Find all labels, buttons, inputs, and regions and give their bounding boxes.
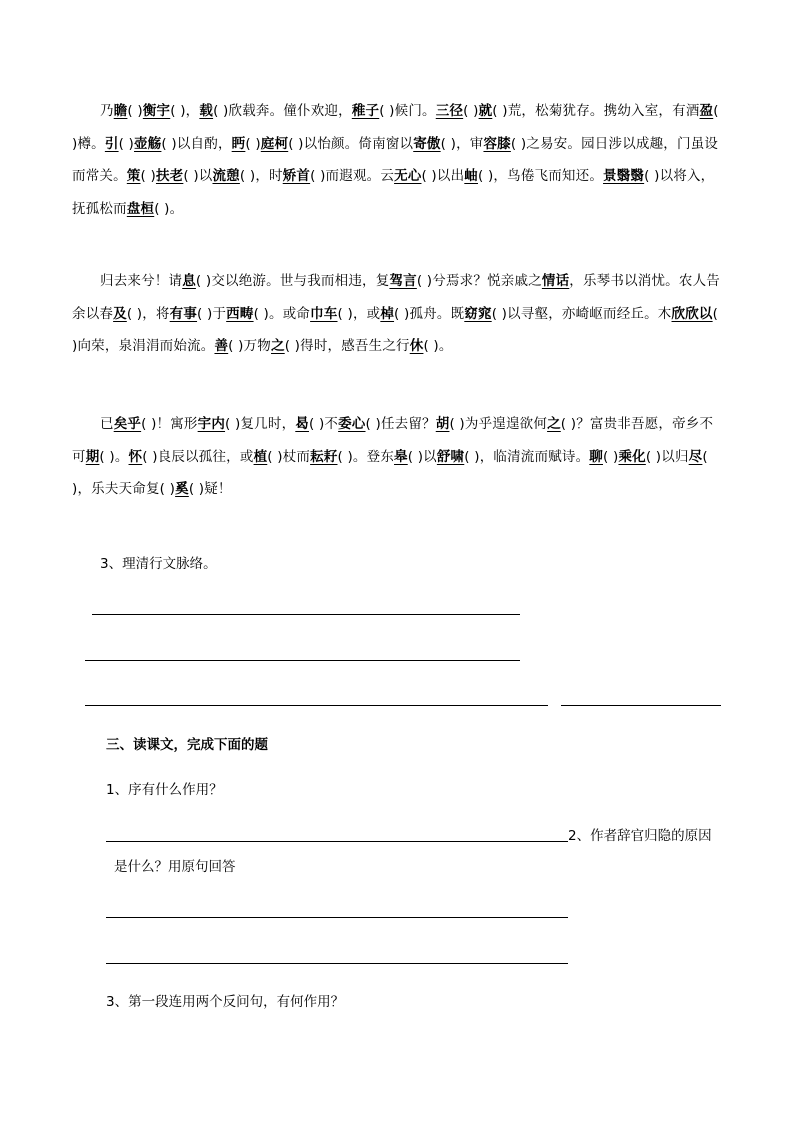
passage-text: ( )杖而 [267,448,311,465]
passage-text: ( )于 [197,305,227,322]
highlighted-term: 皋 [394,448,408,465]
passage-text: ( )，将 [126,305,170,322]
highlighted-term: 无心 [394,168,422,184]
highlighted-term: 眄 [231,135,246,152]
passage-text: ( )，乐夫天命复 [72,448,708,497]
passage-text: ( )。 [99,448,129,465]
passage-text: ( )复几时， [225,416,296,432]
answer-line [106,963,568,964]
passage-text: ( ) [159,481,176,497]
highlighted-term: 善 [214,338,229,354]
passage-text: ( ) [140,168,156,184]
question-2-continued: 是什么？用原句回答 [114,859,236,875]
highlighted-term: 矫首 [282,168,311,184]
paragraph-2 [72,265,722,363]
highlighted-term: 及 [113,305,127,322]
highlighted-term: 三径 [435,103,464,119]
outline-question: 3、理清行文脉络。 [100,556,217,572]
highlighted-term: 扶老 [155,168,184,184]
highlighted-term: 曷 [295,416,309,432]
passage-text: ( )以怡颜。倚南窗以 [288,135,414,152]
question-3: 3、第一段连用两个反问句，有何作用？ [106,994,345,1010]
passage-text: ( )，审 [440,135,484,152]
paragraph-1 [72,95,722,225]
highlighted-term: 衡宇 [142,103,171,119]
highlighted-term: 景翳翳 [603,168,645,184]
highlighted-term: 容膝 [483,135,511,152]
passage-text: ( )得时，感吾生之行 [284,338,410,354]
highlighted-term: 矣乎 [113,416,142,432]
highlighted-term: 巾车 [310,305,338,322]
passage-text: ( )欣载奔。僮仆欢迎， [213,103,352,119]
passage-text: ( )之易安。园日涉以成趣，门虽设而常关。 [72,135,719,184]
paragraph-3 [72,408,722,506]
highlighted-term: 期 [85,448,100,465]
passage-text: ( )， [170,103,200,119]
passage-text: 归去来兮！请 [100,273,183,289]
highlighted-term: 有事 [169,305,198,322]
passage-text: ( )！寓形 [141,416,198,432]
section-heading: 三、读课文，完成下面的题 [106,737,268,753]
highlighted-term: 棹 [380,305,395,322]
passage-text: ( )而遐观。云 [310,168,395,184]
passage-text: ( )万物 [228,338,271,354]
answer-line [561,705,721,706]
highlighted-term: 奚 [175,481,189,497]
passage-text: ( ) [463,103,479,119]
passage-text: ( )樽。 [72,103,719,152]
answer-line [85,705,548,706]
highlighted-term: 舒啸 [436,448,465,465]
highlighted-term: 聊 [589,448,603,465]
passage-text: ( )以 [407,448,437,465]
answer-line [92,614,520,615]
passage-text: 已 [100,416,114,432]
highlighted-term: 寄傲 [413,135,441,152]
highlighted-term: 乘化 [618,448,646,465]
highlighted-term: 之 [271,338,285,354]
highlighted-term: 策 [126,168,141,184]
highlighted-term: 尽 [688,448,703,465]
highlighted-term: 盈 [699,103,714,119]
passage-text: ( )，时 [239,168,283,184]
answer-line [106,917,568,918]
passage-text: ( )。 [423,338,453,354]
highlighted-term: 西畴 [226,305,254,322]
highlighted-term: 耘耔 [310,448,338,465]
highlighted-term: 窈窕 [464,305,492,322]
highlighted-term: 息 [182,273,196,289]
passage-text: ( )？富贵非吾愿，帝乡不可 [72,416,714,465]
passage-text: ( )候门。 [379,103,436,119]
passage-text: ( )以自酌， [161,135,232,152]
passage-text: 乃 [100,103,114,119]
highlighted-term: 稚子 [351,103,380,119]
highlighted-term: 之 [547,416,561,432]
passage-text: ( )交以绝游。世与我而相违，复 [195,273,390,289]
passage-text: ( )疑！ [188,481,232,497]
passage-text: ( )向荣，泉涓涓而始流。 [72,305,719,354]
passage-text: ( )以将入，抚孤松而 [72,168,715,217]
passage-text: ( )荒，松菊犹存。携幼入室，有酒 [492,103,700,119]
highlighted-term: 瞻 [113,103,128,119]
passage-text: ( )孤舟。既 [394,305,465,322]
passage-text: ( )兮焉求？悦亲戚之 [416,273,542,289]
passage-text: ( ) [118,135,135,152]
passage-text: ( )。或命 [253,305,311,322]
highlighted-term: 休 [409,338,424,354]
highlighted-term: 就 [478,103,493,119]
passage-text: ( )，或 [337,305,381,322]
highlighted-term: 岫 [464,168,478,184]
highlighted-term: 载 [199,103,214,119]
answer-line [85,660,520,661]
passage-text: ( )以归 [645,448,689,465]
answer-line [106,841,568,842]
highlighted-term: 情话 [541,273,570,289]
passage-text: ( )以寻壑，亦崎岖而经丘。木 [491,305,672,322]
passage-text: ( )。 [154,200,184,217]
passage-text: ( )以 [183,168,213,184]
passage-text: ( ) [245,135,261,152]
passage-text: ，乐琴书以消忧。农人告余以春 [72,273,720,322]
passage-text: ( )，临清流而赋诗。 [464,448,590,465]
highlighted-term: 壶觞 [134,135,162,152]
highlighted-term: 胡 [435,416,450,432]
passage-text: ( )为乎遑遑欲何 [449,416,548,432]
passage-text: ( ) [127,103,143,119]
highlighted-term: 宇内 [197,416,226,432]
question-2: 2、作者辞官归隐的原因 [568,828,712,844]
highlighted-term: 怀 [128,448,143,465]
highlighted-term: 欣欣以 [671,305,713,322]
highlighted-term: 驾言 [389,273,417,289]
passage-text: ( )良辰以孤往，或 [142,448,254,465]
highlighted-term: 流憩 [212,168,240,184]
passage-text: ( )，鸟倦飞而知还。 [478,168,604,184]
highlighted-term: 委心 [338,416,366,432]
passage-text: ( )。登东 [337,448,395,465]
passage-text: ( )任去留？ [365,416,436,432]
highlighted-term: 庭柯 [260,135,289,152]
passage-text: ( )以出 [421,168,465,184]
passage-text: ( )不 [308,416,339,432]
highlighted-term: 植 [253,448,268,465]
highlighted-term: 引 [104,135,119,152]
passage-text: ( ) [603,448,619,465]
highlighted-term: 盘桓 [126,200,155,217]
question-1: 1、序有什么作用？ [106,782,223,798]
